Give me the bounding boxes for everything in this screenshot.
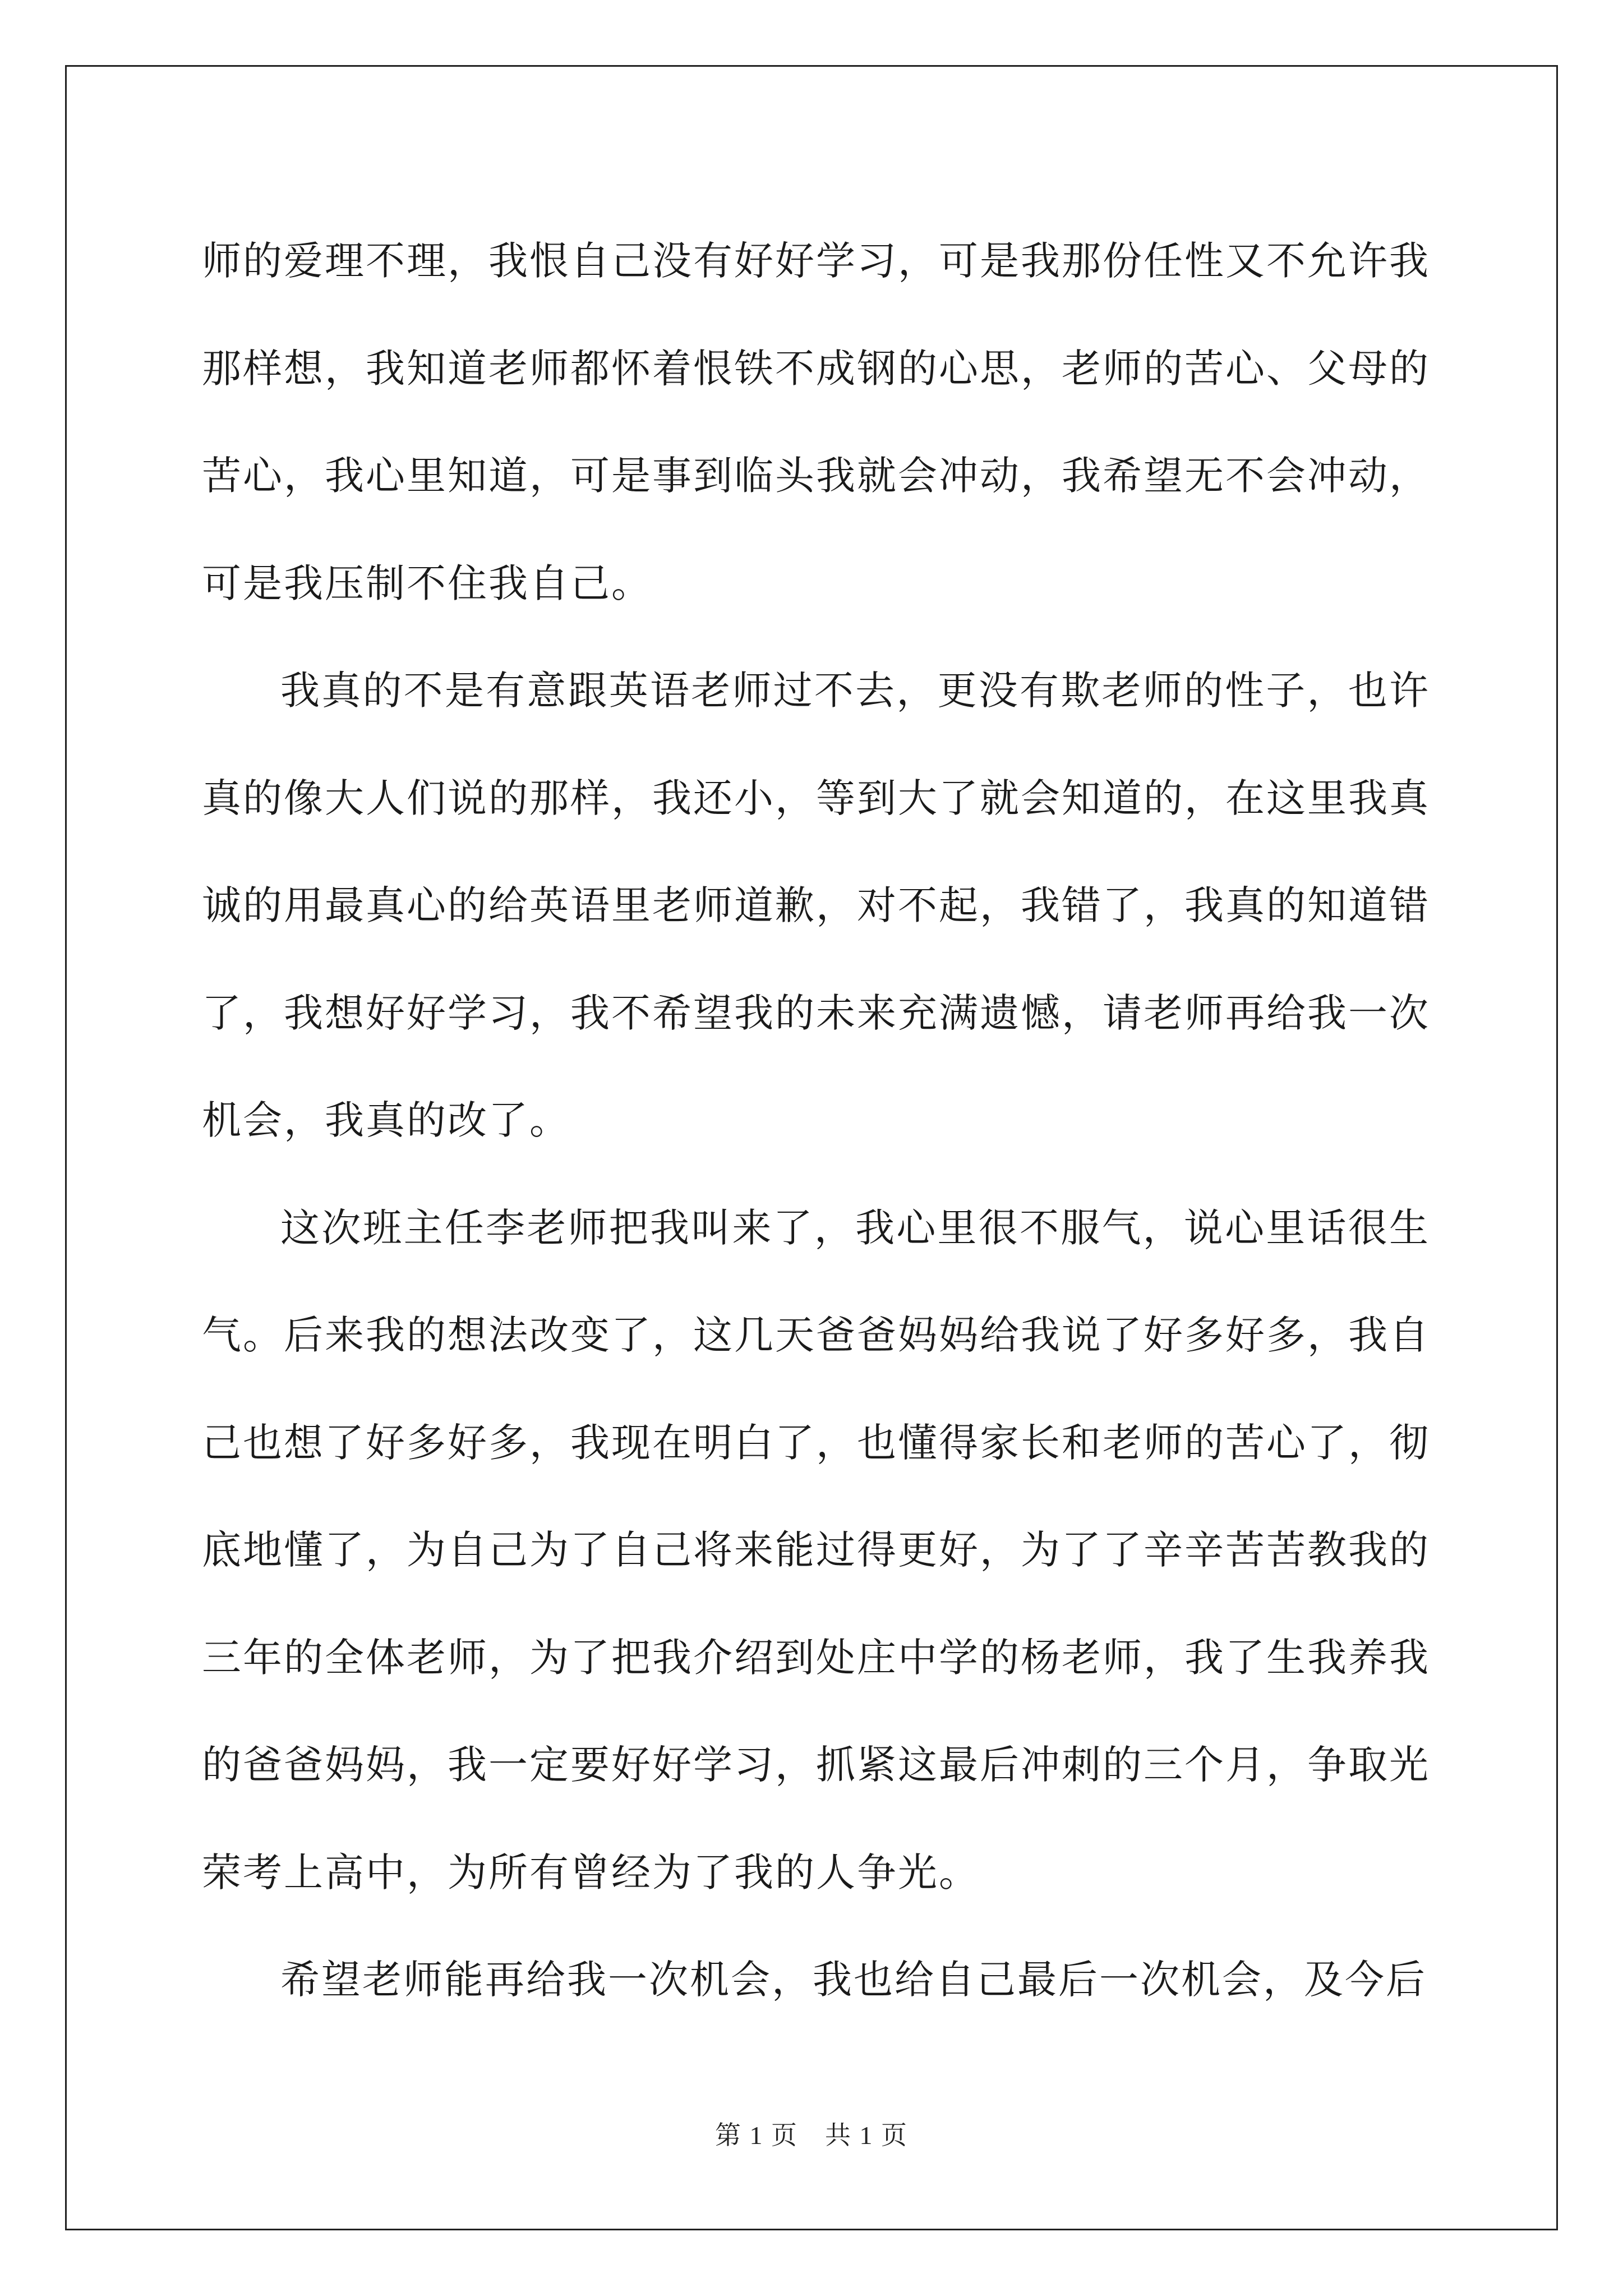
paragraph-1: 师的爱理不理，我恨自己没有好好学习，可是我那份任性又不允许我那样想，我知道老师都怀着恨铁不成钢的心思，老师的苦心、父母的苦心，我心里知道，可是事到临头我就会冲动，我希望无不会冲动，可是我压制不住我自己。 bbox=[202, 238, 1430, 606]
paragraph-2: 我真的不是有意跟英语老师过不去，更没有欺老师的性子，也许真的像大人们说的那样，我还小，等到大了就会知道的，在这里我真诚的用最真心的给英语里老师道歉，对不起，我错了，我真的知道错了，我想好好学习，我不希望我的未来充满遗憾，请老师再给我一次机会，我真的改了。 bbox=[202, 668, 1430, 1143]
document-body bbox=[202, 208, 1430, 2034]
paragraph-3: 这次班主任李老师把我叫来了，我心里很不服气，说心里话很生气。后来我的想法改变了，这几天爸爸妈妈给我说了好多好多，我自己也想了好多好多，我现在明白了，也懂得家长和老师的苦心了，彻底地懂了，为自己为了自己将来能过得更好，为了了辛辛苦苦教我的三年的全体老师，为了把我介绍到处庄中学的杨老师，我了生我养我的爸爸妈妈，我一定要好好学习，抓紧这最后冲刺的三个月，争取光荣考上高中，为所有曾经为了我的人争光。 bbox=[202, 1204, 1430, 1895]
paragraph-4: 希望老师能再给我一次机会，我也给自己最后一次机会，及今后 bbox=[280, 1957, 1427, 2003]
page-number-footer: 第 1 页 共 1 页 bbox=[715, 2121, 908, 2150]
